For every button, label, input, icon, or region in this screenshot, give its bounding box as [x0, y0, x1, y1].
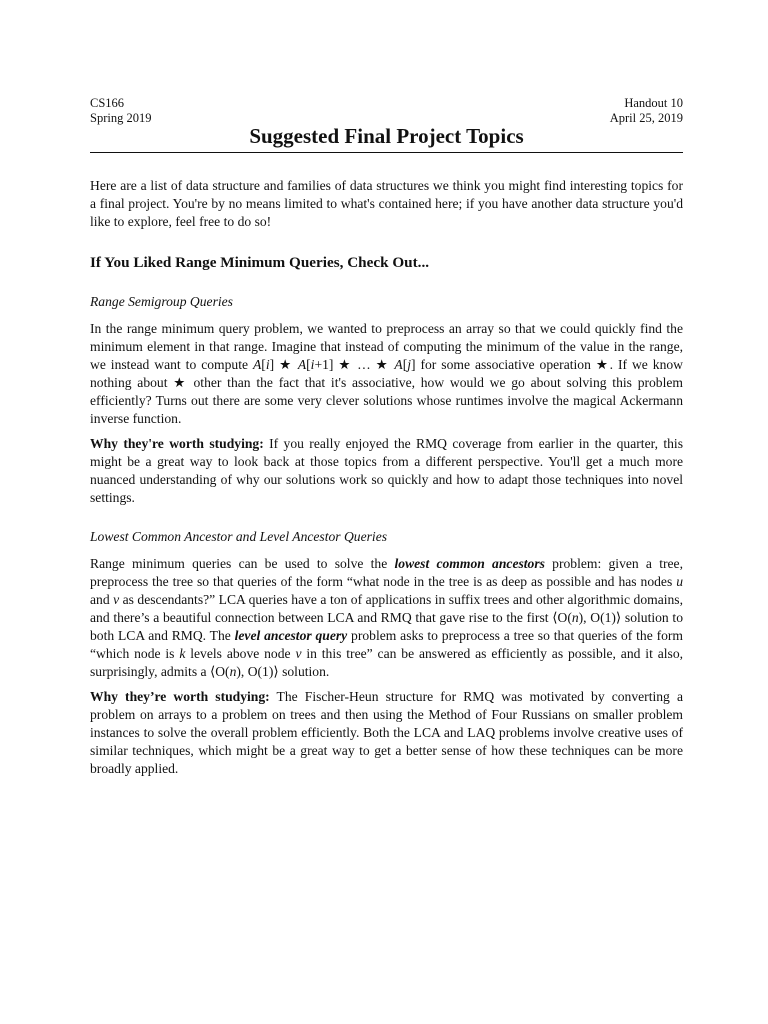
term: Spring 2019: [90, 111, 152, 125]
text-run: The Fischer-Heun structure for RMQ was motivated by converting a problem on arrays to a problem on trees and then using the Method of Four Russians on smaller problem instances to solve the overall problem efficiently. Both the LCA and LAQ problems involve creative uses of similar techniques, which might be a great way to get a better sense of how these techniques can be more broadly applied.: [90, 689, 683, 776]
text-run: and: [90, 592, 114, 607]
text-run: Range minimum queries can be used to solve the: [90, 556, 395, 571]
math-variable: A: [252, 357, 262, 372]
topic-title-range-semigroup: Range Semigroup Queries: [90, 294, 233, 309]
topic-body-range-semigroup: [90, 320, 683, 428]
bold-lead-in: Why they're worth studying:: [90, 436, 264, 451]
handout-date: April 25, 2019: [609, 111, 683, 125]
intro-paragraph: Here are a list of data structure and families of data structures we think you might find interesting topics for a final project. You're by no means limited to what's contained here; if you have another data structure you'd like to explore, feel free to do so!: [90, 178, 683, 229]
text-run: ] ★: [269, 357, 298, 372]
math-variable: u: [676, 574, 683, 589]
header-row-top: [90, 96, 683, 111]
text-run: ] for some associative operation ★. If we know nothing about ★ other than the fact that it's associative, how would we go about solving this problem efficiently? Turns out there are some very clever solutions whose runtimes involve the magical Ackermann inverse function.: [90, 357, 683, 426]
topic-why-range-semigroup: [90, 435, 683, 507]
math-variable: n: [229, 664, 237, 679]
title-rule: [90, 152, 683, 153]
topic-title-lca-laq: Lowest Common Ancestor and Level Ancestor Queries: [90, 529, 388, 544]
text-run: ), O(1)⟩ solution to both LCA and RMQ. The: [90, 610, 683, 643]
text-run: If you really enjoyed the RMQ coverage from earlier in the quarter, this might be a great way to look back at those topics from a different perspective. You'll get a much more nuanced understanding of why our solutions work so quickly and how to adapt those techniques into novel settings.: [90, 436, 683, 505]
emphasized-term: level ancestor query: [234, 628, 348, 643]
math-variable: k: [179, 646, 186, 661]
math-variable: i: [310, 357, 315, 372]
text-run: problem asks to preprocess a tree so that queries of the form “which node is: [90, 628, 683, 661]
math-variable: i: [265, 357, 270, 372]
math-variable: v: [295, 646, 302, 661]
handout-number: Handout 10: [624, 96, 683, 110]
math-variable: v: [113, 592, 120, 607]
topic-why-lca-laq: [90, 688, 683, 778]
math-variable: n: [571, 610, 579, 625]
text-run: as descendants?” LCA queries have a ton of applications in suffix trees and other algorithmic domains, and there’s a beautiful connection between LCA and RMQ that gave rise to the first ⟨O(: [90, 592, 683, 625]
text-run: in this tree” can be answered as efficiently as possible, and it also, surprisingly, admits a ⟨O(: [90, 646, 684, 679]
page-title: Suggested Final Project Topics: [249, 124, 524, 148]
emphasized-term: lowest common ancestors: [394, 556, 545, 571]
text-run: ), O(1)⟩ solution.: [236, 664, 330, 679]
math-variable: A: [297, 357, 307, 372]
text-run: [: [306, 357, 311, 372]
topic-body-lca-laq: [90, 555, 683, 681]
section-heading-rmq: If You Liked Range Minimum Queries, Check Out...: [90, 254, 430, 271]
text-run: In the range minimum query problem, we wanted to preprocess an array so that we could quickly find the minimum element in that range. Imagine that instead of computing the minimum of the value in the range, we instead want to compute: [90, 321, 683, 372]
text-run: +1] ★ … ★: [314, 357, 395, 372]
course-code: CS166: [90, 96, 125, 110]
text-run: [: [261, 357, 266, 372]
math-variable: j: [407, 357, 411, 372]
text-run: problem: given a tree, preprocess the tree so that queries of the form “what node in the tree is as deep as possible and has nodes: [90, 556, 683, 589]
handout-content: [90, 96, 683, 778]
math-variable: A: [394, 357, 403, 372]
bold-lead-in: Why they’re worth studying:: [90, 689, 270, 704]
text-run: levels above node: [185, 646, 296, 661]
text-run: [: [402, 357, 408, 372]
